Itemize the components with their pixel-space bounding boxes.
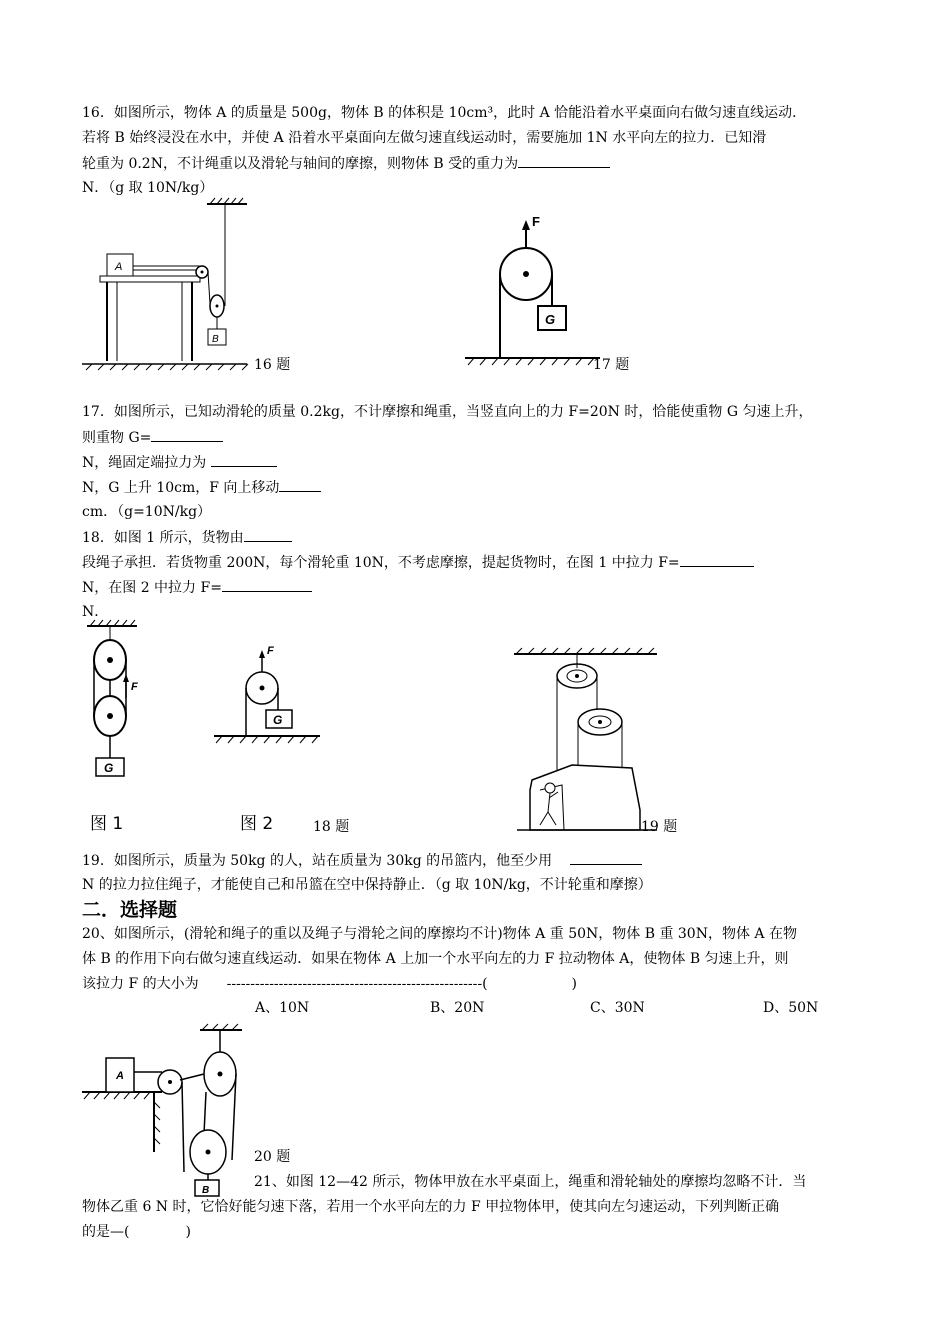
q18-line-3: N，在图 2 中拉力 F= bbox=[82, 577, 312, 598]
q16-figure bbox=[82, 196, 262, 376]
q17-line-3: N，绳固定端拉力为 bbox=[82, 452, 277, 473]
q21-line-2: 物体乙重 6 N 时，它恰好能匀速下落，若用一个水平向左的力 F 甲拉物体甲，使其向左匀速运动，下列判断正确 bbox=[82, 1199, 780, 1215]
q20-line-2: 体 B 的作用下向右做匀速直线运动．如果在物体 A 上加一个水平向左的力 F 拉动物体 A，使物体 B 匀速上升，则 bbox=[82, 951, 789, 967]
q21-line-3: 的是—( ) bbox=[82, 1224, 191, 1240]
q16-block-b-label: B bbox=[212, 334, 219, 345]
q20-option-d[interactable]: D、50N bbox=[763, 1000, 819, 1016]
q21-line-1: 21、如图 12—42 所示，物体甲放在水平桌面上，绳重和滑轮轴处的摩擦均忽略不计．当 bbox=[254, 1174, 807, 1190]
q17-answer-blank-1[interactable] bbox=[151, 427, 223, 442]
q16-line-1: 16．如图所示，物体 A 的质量是 500g，物体 B 的体积是 10cm³，此时 A 恰能沿着水平桌面向右做匀速直线运动． bbox=[82, 105, 807, 121]
q16-line-3: 轮重为 0.2N，不计绳重以及滑轮与轴间的摩擦，则物体 B 受的重力为 bbox=[82, 153, 610, 174]
q18-fig1-caption: 图 1 bbox=[90, 814, 124, 834]
q19-line-1: 19．如图所示，质量为 50kg 的人，站在质量为 30kg 的吊篮内，他至少用 bbox=[82, 850, 642, 871]
q16-line-2: 若将 B 始终浸没在水中，并使 A 沿着水平桌面向左做匀速直线运动时，需要施加 1N 水平向左的拉力．已知滑 bbox=[82, 130, 767, 146]
q19-figure bbox=[512, 640, 662, 835]
q19-line-2: N 的拉力拉住绳子，才能使自己和吊篮在空中保持静止．（g 取 10N/kg，不计轮重和摩擦） bbox=[82, 877, 652, 893]
q17-line-4: N，G 上升 10cm，F 向上移动 bbox=[82, 477, 321, 498]
q18-line-1: 18．如图 1 所示，货物由 bbox=[82, 527, 292, 548]
q18-line-2: 段绳子承担．若货物重 200N，每个滑轮重 10N，不考虑摩擦，提起货物时，在图 1 中拉力 F= bbox=[82, 552, 754, 573]
q20-line-3: 该拉力 F 的大小为 ------------------------------------------------------( ) bbox=[82, 976, 578, 992]
q16-figure-label: 16 题 bbox=[254, 357, 291, 373]
q17-line-2: 则重物 G= bbox=[82, 427, 223, 448]
q18-figure-2 bbox=[212, 640, 324, 745]
q18-answer-blank-1[interactable] bbox=[244, 527, 292, 542]
q16-line-4: N．（g 取 10N/kg） bbox=[82, 180, 214, 196]
q18-fig2-force-label: F bbox=[267, 645, 274, 657]
q18-figure-label: 18 题 bbox=[313, 819, 350, 835]
q18-fig1-force-label: F bbox=[131, 681, 138, 693]
q19-answer-blank[interactable] bbox=[570, 850, 642, 865]
q20-line-1: 20、如图所示，(滑轮和绳子的重以及绳子与滑轮之间的摩擦均不计)物体 A 重 50N，物体 B 重 30N，物体 A 在物 bbox=[82, 926, 797, 942]
q20-figure bbox=[82, 1022, 252, 1197]
q17-weight-label: G bbox=[545, 312, 556, 327]
q18-fig2-weight-label: G bbox=[273, 713, 283, 727]
q17-figure bbox=[460, 208, 610, 373]
q20-option-b[interactable]: B、20N bbox=[430, 1000, 485, 1016]
q18-line-4: N． bbox=[82, 604, 109, 620]
q17-force-label: F bbox=[532, 214, 540, 229]
q17-line-5: cm．（g=10N/kg） bbox=[82, 504, 212, 520]
q20-block-b-label: B bbox=[202, 1185, 210, 1196]
q18-figure-1 bbox=[82, 618, 152, 783]
q20-option-a[interactable]: A、10N bbox=[255, 1000, 310, 1016]
q20-figure-label: 20 题 bbox=[254, 1149, 291, 1165]
q18-answer-blank-2[interactable] bbox=[680, 552, 754, 567]
q19-figure-label: 19 题 bbox=[641, 819, 678, 835]
q18-fig1-weight-label: G bbox=[104, 761, 114, 775]
q17-figure-label: 17 题 bbox=[593, 357, 630, 373]
q16-block-a-label: A bbox=[115, 261, 123, 273]
q20-option-c[interactable]: C、30N bbox=[590, 1000, 645, 1016]
q20-block-a-label: A bbox=[116, 1070, 124, 1082]
q17-line-1: 17．如图所示，已知动滑轮的质量 0.2kg，不计摩擦和绳重，当竖直向上的力 F=20N 时，恰能使重物 G 匀速上升， bbox=[82, 404, 813, 420]
q16-answer-blank[interactable] bbox=[518, 153, 610, 168]
q17-answer-blank-3[interactable] bbox=[279, 477, 321, 492]
q17-answer-blank-2[interactable] bbox=[211, 452, 277, 467]
section-2-heading: 二．选择题 bbox=[82, 899, 178, 921]
q18-fig2-caption: 图 2 bbox=[240, 814, 274, 834]
q20-dashes: ------------------------------------------------------( bbox=[226, 976, 488, 992]
q18-answer-blank-3[interactable] bbox=[222, 577, 312, 592]
